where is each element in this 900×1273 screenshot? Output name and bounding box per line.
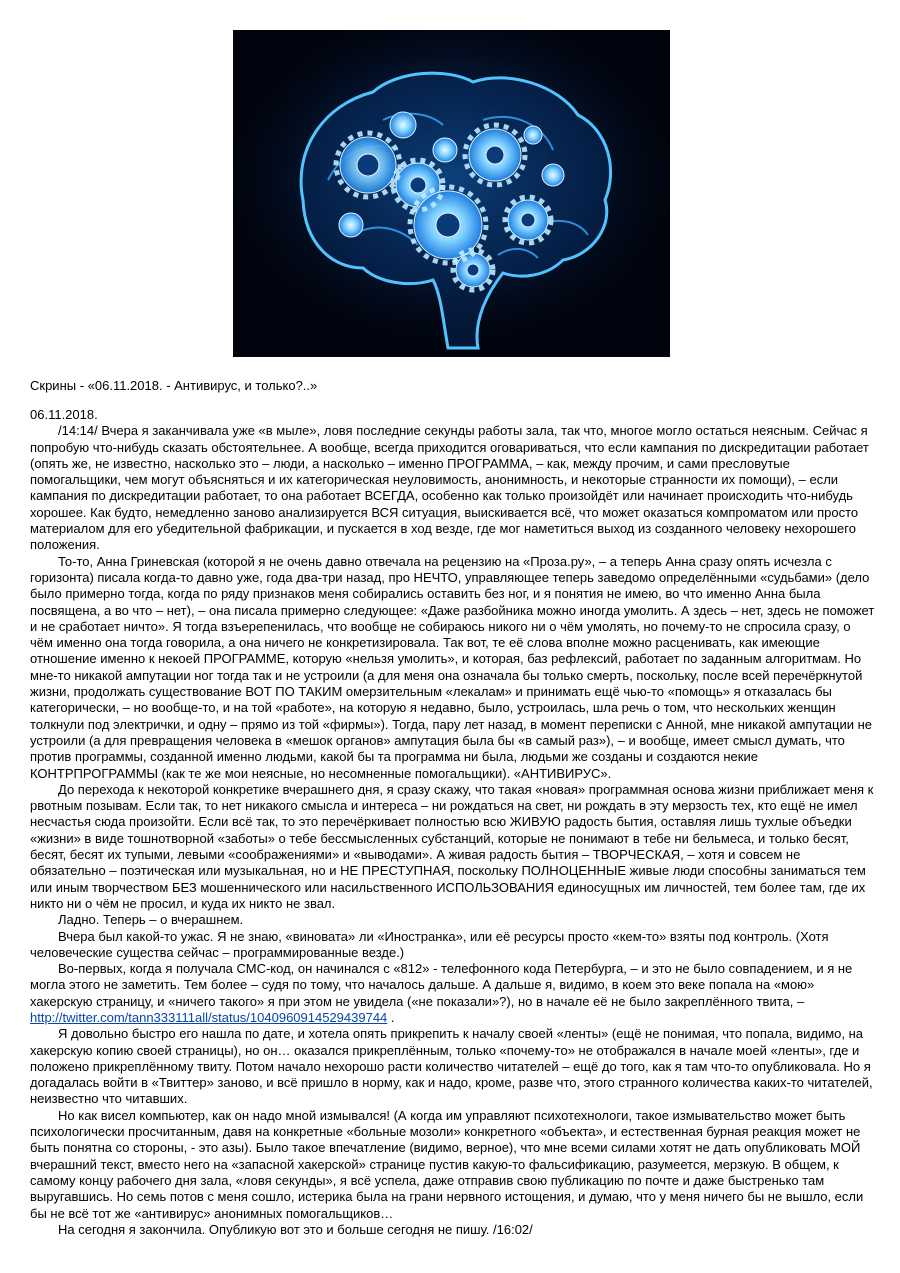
paragraph: Я довольно быстро его нашла по дате, и хотела опять прикрепить к началу своей «ленты» (ещё не понимая, что попала, видимо, на хакерскую копию своей страницы), но он… оказался прикреплённым, только «почему-то» не отображался в начале моей «ленты», где и положено прикреплённому твиту. Потом начало нехорошо расти количество читателей – ещё до того, как я там что-то опубликовала. Но я догадалась войти в «Твиттер» заново, и всё пришло в норму, как и надо, кроме, разве что, этого странного количества каких-то читателей, неизвестно что читавших. [30, 1026, 873, 1107]
paragraph: Но как висел компьютер, как он надо мной измывался! (А когда им управляют психотехнологи, такое измывательство может быть психологически просчитанным, давя на конкретные «больные мозоли» конкретного «объекта», и естественная бурная реакция может не быть понятна со стороны, - это азы). Было такое впечатление (видимо, верное), что мне всеми силами хотят не дать опубликовать МОЙ вчерашний текст, вместо него на «запасной хакерской» странице пустив какую-то фальсификацию, разумеется, мерзкую. В общем, к самому концу рабочего дня зала, «ловя секунды», я всё успела, даже отправив свою публикацию по почте и даже быстренько там выругавшись. Но семь потов с меня сошло, истерика была на грани нервного истощения, и думаю, что у меня ничего бы не вышло, если бы не всё тот же «антивирус» анонимных помогальщиков… [30, 1107, 864, 1221]
entry-date: 06.11.2018. [30, 407, 98, 422]
paragraph: /14:14/ Вчера я заканчивала уже «в мыле», ловя последние секунды работы зала, так что, многое могло остаться неясным. Сейчас я попробую что-нибудь сказать обстоятельнее. А вообще, всегда приходится оговариваться, что если кампания по дискредитации работает (опять же, не известно, насколько это – люди, а насколько – именно ПРОГРАММА, – как, между прочим, и сами пресловутые помогальщики, чем могут объясняться и их категорическая неуловимость, анонимность, и некоторые странности их помощи), – если кампания по дискредитации работает, то она работает ВСЕГДА, особенно как только произойдёт или начинает происходить что-нибудь хорошее. Как будто, немедленно заново анализируется ВСЯ ситуация, выискивается всё, что может оказаться компроматом или просто материалом для его убедительной фабрикации, и пускается в ход везде, где мог наметиться выход из созданного человеку нехорошего положения. [30, 423, 869, 553]
link-suffix: . [387, 1009, 395, 1025]
document-body [30, 407, 875, 1238]
brain-gears-illustration [233, 30, 670, 357]
tweet-link-line [30, 1010, 875, 1026]
image-caption: Скрины - «06.11.2018. - Антивирус, и только?..» [30, 378, 318, 393]
paragraph: Ладно. Теперь – о вчерашнем. [58, 912, 244, 928]
paragraph: То-то, Анна Гриневская (которой я не очень давно отвечала на рецензию на «Проза.ру», – а теперь Анна сразу опять исчезла с горизонта) писала когда-то давно уже, года два-три назад, про НЕЧТО, управляющее теперь заведомо определёнными «судьбами» (дело было примерно тогда, когда по ряду признаков меня собирались оставить без ног, и я понятия не имею, во что именно Анна была посвящена, а во что – нет), – она писала примерно следующее: «Даже разбойника можно иногда умолить. А здесь – нет, здесь не поможет и не сработает ничто». Я тогда взъерепенилась, что вообще не собираюсь никого ни о чём умолять, но почему-то не спросила сразу, о чём именно она тогда говорила, а она ничего не конкретизировала. Так вот, те её слова вполне можно расценивать, как имеющие отношение именно к некоей ПРОГРАММЕ, которую «нельзя умолить», и которая, баз рефлексий, работает по заданным алгоритмам. Но мне-то никакой ампутации ног тогда так и не устроили (а для меня она означала бы только смерть, поскольку, после всей перечёркнутой жизни, продолжать существование ВОТ ПО ТАКИМ омерзительным «лекалам» и принимать ещё чью-то «помощь» я отказалась бы категорически, – но вообще-то, и на той «работе», на которую я недавно, было, устроилась, шла речь о том, что нескольких женщин толкнули под электрички, и одну – прямо из той «фирмы»). Тогда, пару лет назад, в момент переписки с Анной, мне никакой ампутации не устроили (а для превращения человека в «мешок органов» ампутация была бы «в самый раз»), – и вообще, имеет смысл думать, что против программы, созданной именно людьми, какой бы та программа ни была, людьми же созданы и создаются некие КОНТРПРОГРАММЫ (как те же мои неясные, но несомненные помогальщики). «АНТИВИРУС». [30, 553, 875, 781]
paragraph: До перехода к некоторой конкретике вчерашнего дня, я сразу скажу, что такая «новая» программная основа жизни приближает меня к рвотным позывам. Если так, то нет никакого смысла и интереса – ни рождаться на свет, ни рождать в эту мерзость тех, кто ещё не имел несчастья сюда произойти. Если всё так, то это перечёркивает полностью всю ЖИВУЮ радость бытия, оставляя лишь тухлые объедки «жизни» в виде тошнотворной «заботы» о тебе бессмысленных субстанций, которые не понимают в тебе ни бельмеса, и только бесят, бесят, бесят их тупыми, левыми «соображениями» и «выводами». А живая радость бытия – ТВОРЧЕСКАЯ, – хотя и совсем не обязательно – поэтическая или музыкальная, но и НЕ ПРЕСТУПНАЯ, поскольку ПОЛНОЦЕННЫЕ живые люди способны заниматься тем или иным творчеством БЕЗ мошеннического или насильственного ИСПОЛЬЗОВАНИЯ единосущных им личностей, тем более там, где их никто ни о чём не просил, и куда их никто не звал. [30, 781, 874, 911]
paragraph: Во-первых, когда я получала СМС-код, он начинался с «812» - телефонного кода Петербурга, – и это не было совпадением, и я не могла этого не заметить. Тем более – судя по тому, что началось дальше. А дальше я, видимо, в коем это веке попала на «мою» хакерскую страницу, и «ничего такого» я при этом не увидела («не показали»?), но в начале её не было закреплённого твита, – [30, 961, 853, 1009]
tweet-link[interactable]: http://twitter.com/tann333111all/status/1040960914529439744 [30, 1009, 388, 1025]
paragraph: На сегодня я закончила. Опубликую вот это и больше сегодня не пишу. /16:02/ [58, 1221, 533, 1237]
paragraph: Вчера был какой-то ужас. Я не знаю, «виновата» ли «Иностранка», или её ресурсы просто «кем-то» взяты под контроль. (Хотя человеческие существа сейчас – программированные везде.) [30, 928, 829, 960]
